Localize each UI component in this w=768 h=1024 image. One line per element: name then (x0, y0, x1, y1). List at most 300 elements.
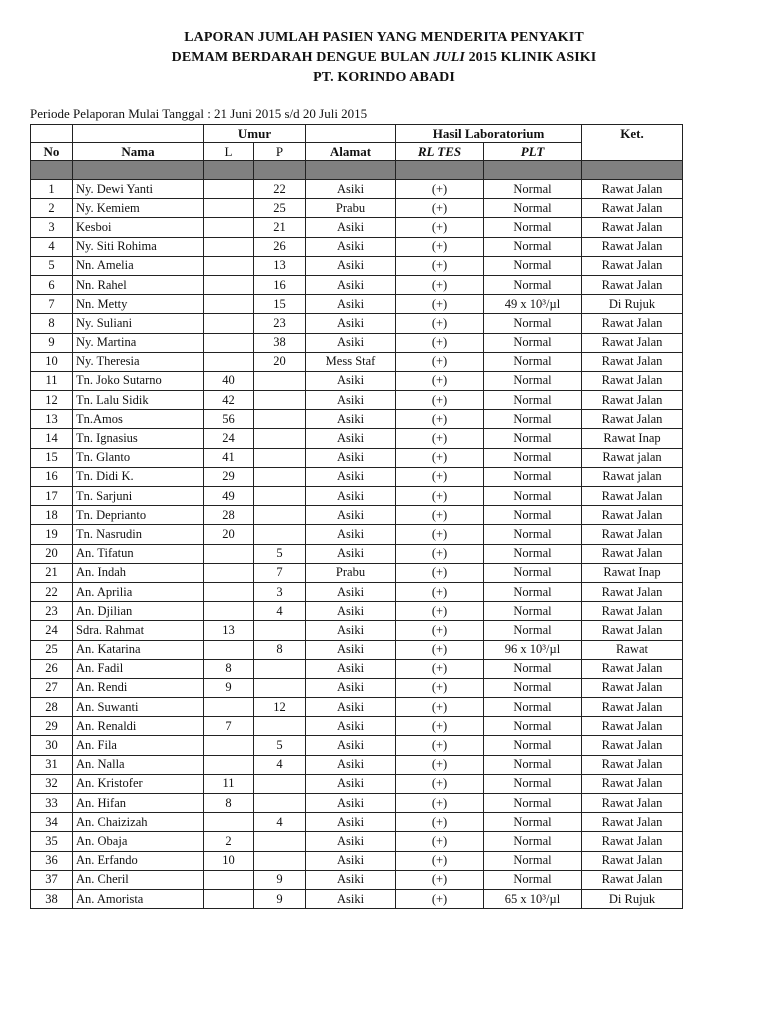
cell-umur-p (254, 832, 306, 851)
cell-alamat: Prabu (306, 563, 396, 582)
cell-rl-tes: (+) (396, 851, 484, 870)
cell-alamat: Asiki (306, 237, 396, 256)
cell-no: 11 (31, 371, 73, 390)
cell-rl-tes: (+) (396, 717, 484, 736)
cell-umur-p (254, 487, 306, 506)
cell-alamat: Asiki (306, 774, 396, 793)
cell-no: 4 (31, 237, 73, 256)
cell-nama: Ny. Suliani (73, 314, 204, 333)
cell-nama: Tn. Ignasius (73, 429, 204, 448)
cell-umur-l (204, 199, 254, 218)
cell-plt: Normal (484, 563, 582, 582)
header-hasil-lab: Hasil Laboratorium (396, 125, 582, 143)
cell-plt: Normal (484, 256, 582, 275)
header-rl-tes: RL TES (396, 143, 484, 161)
cell-umur-l: 49 (204, 487, 254, 506)
cell-ket: Di Rujuk (582, 889, 683, 908)
table-row (31, 256, 683, 275)
cell-umur-l: 28 (204, 506, 254, 525)
table-row (31, 371, 683, 390)
table-row (31, 314, 683, 333)
cell-umur-p: 16 (254, 275, 306, 294)
cell-no: 1 (31, 180, 73, 199)
report-title (0, 28, 768, 88)
cell-no: 5 (31, 256, 73, 275)
cell-umur-l (204, 813, 254, 832)
cell-no: 38 (31, 889, 73, 908)
cell-alamat: Asiki (306, 295, 396, 314)
cell-no: 33 (31, 794, 73, 813)
cell-umur-p: 5 (254, 736, 306, 755)
cell-umur-p (254, 525, 306, 544)
cell-nama: An. Djilian (73, 602, 204, 621)
cell-ket: Rawat jalan (582, 448, 683, 467)
cell-no: 22 (31, 582, 73, 601)
cell-umur-l (204, 314, 254, 333)
cell-ket: Rawat Jalan (582, 678, 683, 697)
cell-nama: An. Obaja (73, 832, 204, 851)
table-row (31, 218, 683, 237)
cell-nama: An. Chaizizah (73, 813, 204, 832)
cell-no: 34 (31, 813, 73, 832)
cell-no: 37 (31, 870, 73, 889)
cell-umur-p (254, 467, 306, 486)
cell-rl-tes: (+) (396, 525, 484, 544)
table-row (31, 544, 683, 563)
cell-plt: Normal (484, 813, 582, 832)
cell-nama: Ny. Kemiem (73, 199, 204, 218)
cell-rl-tes: (+) (396, 678, 484, 697)
cell-alamat: Asiki (306, 448, 396, 467)
cell-plt: Normal (484, 352, 582, 371)
cell-rl-tes: (+) (396, 506, 484, 525)
cell-nama: Tn. Lalu Sidik (73, 391, 204, 410)
cell-rl-tes: (+) (396, 832, 484, 851)
cell-rl-tes: (+) (396, 199, 484, 218)
cell-no: 32 (31, 774, 73, 793)
cell-rl-tes: (+) (396, 621, 484, 640)
cell-alamat: Asiki (306, 889, 396, 908)
cell-no: 21 (31, 563, 73, 582)
cell-rl-tes: (+) (396, 544, 484, 563)
cell-rl-tes: (+) (396, 352, 484, 371)
cell-alamat: Asiki (306, 640, 396, 659)
cell-plt: Normal (484, 371, 582, 390)
cell-no: 30 (31, 736, 73, 755)
cell-no: 26 (31, 659, 73, 678)
cell-ket: Rawat Jalan (582, 333, 683, 352)
cell-plt: Normal (484, 237, 582, 256)
cell-plt: Normal (484, 678, 582, 697)
table-row (31, 640, 683, 659)
cell-no: 31 (31, 755, 73, 774)
cell-ket: Rawat Jalan (582, 275, 683, 294)
cell-nama: An. Aprilia (73, 582, 204, 601)
cell-rl-tes: (+) (396, 640, 484, 659)
cell-ket: Rawat Jalan (582, 525, 683, 544)
cell-umur-p: 8 (254, 640, 306, 659)
table-row (31, 563, 683, 582)
cell-ket: Rawat Jalan (582, 717, 683, 736)
cell-ket: Rawat Jalan (582, 314, 683, 333)
patient-table (30, 124, 683, 909)
cell-plt: Normal (484, 794, 582, 813)
cell-nama: An. Kristofer (73, 774, 204, 793)
cell-ket: Rawat Jalan (582, 832, 683, 851)
header-p: P (254, 143, 306, 161)
cell-nama: An. Cheril (73, 870, 204, 889)
cell-no: 35 (31, 832, 73, 851)
cell-umur-p: 38 (254, 333, 306, 352)
cell-rl-tes: (+) (396, 813, 484, 832)
cell-alamat: Asiki (306, 755, 396, 774)
cell-alamat: Asiki (306, 525, 396, 544)
cell-no: 12 (31, 391, 73, 410)
cell-ket: Rawat Jalan (582, 774, 683, 793)
cell-alamat: Asiki (306, 487, 396, 506)
cell-plt: Normal (484, 525, 582, 544)
cell-umur-p: 5 (254, 544, 306, 563)
cell-umur-l (204, 698, 254, 717)
cell-nama: An. Nalla (73, 755, 204, 774)
table-row (31, 333, 683, 352)
table-row (31, 391, 683, 410)
cell-rl-tes: (+) (396, 391, 484, 410)
cell-umur-p (254, 851, 306, 870)
cell-ket: Rawat Jalan (582, 506, 683, 525)
cell-umur-p: 7 (254, 563, 306, 582)
cell-plt: Normal (484, 736, 582, 755)
cell-ket: Rawat Jalan (582, 582, 683, 601)
cell-no: 25 (31, 640, 73, 659)
cell-no: 15 (31, 448, 73, 467)
cell-plt: Normal (484, 659, 582, 678)
cell-umur-p: 26 (254, 237, 306, 256)
cell-rl-tes: (+) (396, 889, 484, 908)
cell-rl-tes: (+) (396, 659, 484, 678)
table-row (31, 582, 683, 601)
cell-ket: Rawat Jalan (582, 544, 683, 563)
cell-umur-l (204, 256, 254, 275)
cell-plt: Normal (484, 717, 582, 736)
cell-ket: Rawat Jalan (582, 870, 683, 889)
cell-umur-l (204, 640, 254, 659)
cell-umur-l: 8 (204, 794, 254, 813)
cell-umur-l: 13 (204, 621, 254, 640)
cell-rl-tes: (+) (396, 563, 484, 582)
cell-plt: Normal (484, 391, 582, 410)
cell-plt: Normal (484, 621, 582, 640)
cell-ket: Rawat Jalan (582, 237, 683, 256)
cell-nama: Tn. Glanto (73, 448, 204, 467)
cell-no: 36 (31, 851, 73, 870)
table-row (31, 678, 683, 697)
cell-plt: Normal (484, 218, 582, 237)
cell-nama: An. Renaldi (73, 717, 204, 736)
cell-nama: An. Indah (73, 563, 204, 582)
cell-rl-tes: (+) (396, 774, 484, 793)
cell-nama: An. Erfando (73, 851, 204, 870)
cell-alamat: Asiki (306, 467, 396, 486)
cell-alamat: Asiki (306, 794, 396, 813)
cell-ket: Rawat Jalan (582, 621, 683, 640)
table-row (31, 736, 683, 755)
cell-umur-l (204, 180, 254, 199)
table-row (31, 717, 683, 736)
table-row (31, 755, 683, 774)
cell-plt: Normal (484, 851, 582, 870)
cell-plt: Normal (484, 832, 582, 851)
cell-no: 24 (31, 621, 73, 640)
cell-ket: Rawat Jalan (582, 352, 683, 371)
cell-umur-l: 41 (204, 448, 254, 467)
cell-alamat: Prabu (306, 199, 396, 218)
cell-umur-p (254, 371, 306, 390)
cell-umur-l (204, 352, 254, 371)
cell-alamat: Asiki (306, 813, 396, 832)
cell-ket: Rawat Jalan (582, 199, 683, 218)
cell-no: 9 (31, 333, 73, 352)
title-line-1: LAPORAN JUMLAH PASIEN YANG MENDERITA PENYAKIT (184, 30, 584, 45)
cell-no: 29 (31, 717, 73, 736)
header-blank-no (31, 125, 73, 143)
header-no: No (31, 143, 73, 161)
table-row (31, 487, 683, 506)
table-row (31, 295, 683, 314)
cell-plt: Normal (484, 582, 582, 601)
cell-ket: Rawat Jalan (582, 391, 683, 410)
cell-nama: Kesboi (73, 218, 204, 237)
table-row (31, 813, 683, 832)
header-l: L (204, 143, 254, 161)
header-blank-nama (73, 125, 204, 143)
cell-plt: Normal (484, 410, 582, 429)
cell-rl-tes: (+) (396, 582, 484, 601)
cell-alamat: Asiki (306, 582, 396, 601)
cell-nama: Ny. Siti Rohima (73, 237, 204, 256)
table-row (31, 774, 683, 793)
cell-plt: Normal (484, 180, 582, 199)
cell-umur-l (204, 295, 254, 314)
cell-nama: Ny. Martina (73, 333, 204, 352)
cell-rl-tes: (+) (396, 371, 484, 390)
cell-alamat: Asiki (306, 698, 396, 717)
table-row (31, 698, 683, 717)
cell-umur-p (254, 774, 306, 793)
cell-umur-p (254, 717, 306, 736)
cell-rl-tes: (+) (396, 333, 484, 352)
cell-umur-l: 10 (204, 851, 254, 870)
cell-alamat: Asiki (306, 429, 396, 448)
cell-ket: Rawat Jalan (582, 410, 683, 429)
cell-ket: Rawat Jalan (582, 659, 683, 678)
cell-nama: An. Rendi (73, 678, 204, 697)
cell-umur-p: 25 (254, 199, 306, 218)
cell-umur-p (254, 391, 306, 410)
cell-umur-l: 29 (204, 467, 254, 486)
cell-nama: Tn. Sarjuni (73, 487, 204, 506)
cell-umur-l: 56 (204, 410, 254, 429)
cell-no: 7 (31, 295, 73, 314)
title-line-2 (0, 48, 768, 68)
cell-plt: 49 x 10³/µl (484, 295, 582, 314)
cell-alamat: Asiki (306, 544, 396, 563)
cell-umur-p (254, 410, 306, 429)
cell-umur-l (204, 333, 254, 352)
reporting-period: Periode Pelaporan Mulai Tanggal : 21 Juni 2015 s/d 20 Juli 2015 (30, 106, 368, 121)
cell-umur-l (204, 218, 254, 237)
cell-rl-tes: (+) (396, 314, 484, 333)
table-row (31, 467, 683, 486)
cell-ket: Rawat Jalan (582, 371, 683, 390)
cell-umur-l (204, 736, 254, 755)
cell-umur-p (254, 794, 306, 813)
cell-umur-l: 42 (204, 391, 254, 410)
cell-umur-p: 9 (254, 870, 306, 889)
header-nama: Nama (73, 143, 204, 161)
table-row (31, 448, 683, 467)
cell-umur-l: 24 (204, 429, 254, 448)
cell-plt: Normal (484, 506, 582, 525)
title-line-3: PT. KORINDO ABADI (313, 70, 455, 85)
cell-alamat: Asiki (306, 391, 396, 410)
cell-plt: Normal (484, 275, 582, 294)
cell-umur-l (204, 563, 254, 582)
cell-nama: Ny. Theresia (73, 352, 204, 371)
cell-plt: Normal (484, 429, 582, 448)
cell-umur-p: 20 (254, 352, 306, 371)
cell-rl-tes: (+) (396, 602, 484, 621)
cell-rl-tes: (+) (396, 237, 484, 256)
cell-plt: Normal (484, 467, 582, 486)
table-row (31, 621, 683, 640)
cell-umur-p: 21 (254, 218, 306, 237)
cell-no: 17 (31, 487, 73, 506)
cell-umur-l (204, 755, 254, 774)
table-row (31, 889, 683, 908)
cell-umur-l: 2 (204, 832, 254, 851)
cell-umur-p: 3 (254, 582, 306, 601)
title-line-2-suffix: 2015 KLINIK ASIKI (464, 50, 597, 65)
cell-ket: Rawat jalan (582, 467, 683, 486)
cell-nama: Tn. Nasrudin (73, 525, 204, 544)
cell-alamat: Asiki (306, 506, 396, 525)
cell-no: 18 (31, 506, 73, 525)
cell-nama: An. Tifatun (73, 544, 204, 563)
header-ket: Ket. (582, 125, 683, 161)
cell-rl-tes: (+) (396, 275, 484, 294)
cell-umur-p (254, 678, 306, 697)
table-row (31, 180, 683, 199)
cell-nama: An. Fadil (73, 659, 204, 678)
cell-plt: Normal (484, 774, 582, 793)
cell-alamat: Asiki (306, 602, 396, 621)
table-row (31, 851, 683, 870)
cell-umur-l (204, 889, 254, 908)
table-row (31, 832, 683, 851)
cell-plt: Normal (484, 698, 582, 717)
cell-ket: Rawat Jalan (582, 698, 683, 717)
cell-nama: An. Amorista (73, 889, 204, 908)
cell-nama: Sdra. Rahmat (73, 621, 204, 640)
cell-ket: Rawat Inap (582, 563, 683, 582)
cell-rl-tes: (+) (396, 794, 484, 813)
cell-plt: Normal (484, 544, 582, 563)
header-blank-alamat (306, 125, 396, 143)
cell-no: 14 (31, 429, 73, 448)
cell-no: 3 (31, 218, 73, 237)
cell-rl-tes: (+) (396, 870, 484, 889)
cell-nama: Tn.Amos (73, 410, 204, 429)
cell-nama: An. Suwanti (73, 698, 204, 717)
cell-no: 2 (31, 199, 73, 218)
cell-rl-tes: (+) (396, 755, 484, 774)
cell-umur-p: 22 (254, 180, 306, 199)
cell-ket: Rawat Jalan (582, 755, 683, 774)
cell-umur-p (254, 621, 306, 640)
cell-umur-p: 9 (254, 889, 306, 908)
header-alamat: Alamat (306, 143, 396, 161)
cell-no: 10 (31, 352, 73, 371)
cell-umur-l: 11 (204, 774, 254, 793)
cell-no: 20 (31, 544, 73, 563)
table-row (31, 352, 683, 371)
table-row (31, 602, 683, 621)
cell-ket: Rawat Jalan (582, 602, 683, 621)
cell-ket: Rawat Jalan (582, 736, 683, 755)
title-line-2-month: JULI (433, 50, 465, 65)
cell-nama: Nn. Rahel (73, 275, 204, 294)
cell-umur-l: 9 (204, 678, 254, 697)
cell-umur-p (254, 659, 306, 678)
cell-alamat: Asiki (306, 832, 396, 851)
cell-umur-p: 4 (254, 813, 306, 832)
cell-no: 6 (31, 275, 73, 294)
cell-alamat: Asiki (306, 659, 396, 678)
cell-umur-p: 23 (254, 314, 306, 333)
cell-nama: An. Hifan (73, 794, 204, 813)
cell-rl-tes: (+) (396, 256, 484, 275)
cell-ket: Di Rujuk (582, 295, 683, 314)
cell-plt: Normal (484, 870, 582, 889)
cell-alamat: Asiki (306, 717, 396, 736)
table-row (31, 410, 683, 429)
cell-no: 27 (31, 678, 73, 697)
cell-umur-p: 4 (254, 755, 306, 774)
header-row-1 (31, 125, 683, 143)
cell-nama: Tn. Didi K. (73, 467, 204, 486)
cell-nama: Tn. Joko Sutarno (73, 371, 204, 390)
separator-row (31, 161, 683, 180)
cell-ket: Rawat Jalan (582, 851, 683, 870)
cell-umur-l (204, 544, 254, 563)
cell-ket: Rawat Jalan (582, 487, 683, 506)
cell-no: 28 (31, 698, 73, 717)
cell-alamat: Asiki (306, 218, 396, 237)
cell-no: 8 (31, 314, 73, 333)
cell-plt: Normal (484, 199, 582, 218)
table-row (31, 659, 683, 678)
cell-ket: Rawat Jalan (582, 180, 683, 199)
cell-ket: Rawat Jalan (582, 794, 683, 813)
cell-ket: Rawat Jalan (582, 218, 683, 237)
cell-nama: An. Fila (73, 736, 204, 755)
cell-alamat: Asiki (306, 314, 396, 333)
title-line-2-prefix: DEMAM BERDARAH DENGUE BULAN (171, 50, 434, 65)
cell-umur-l (204, 275, 254, 294)
header-plt: PLT (484, 143, 582, 161)
cell-no: 16 (31, 467, 73, 486)
